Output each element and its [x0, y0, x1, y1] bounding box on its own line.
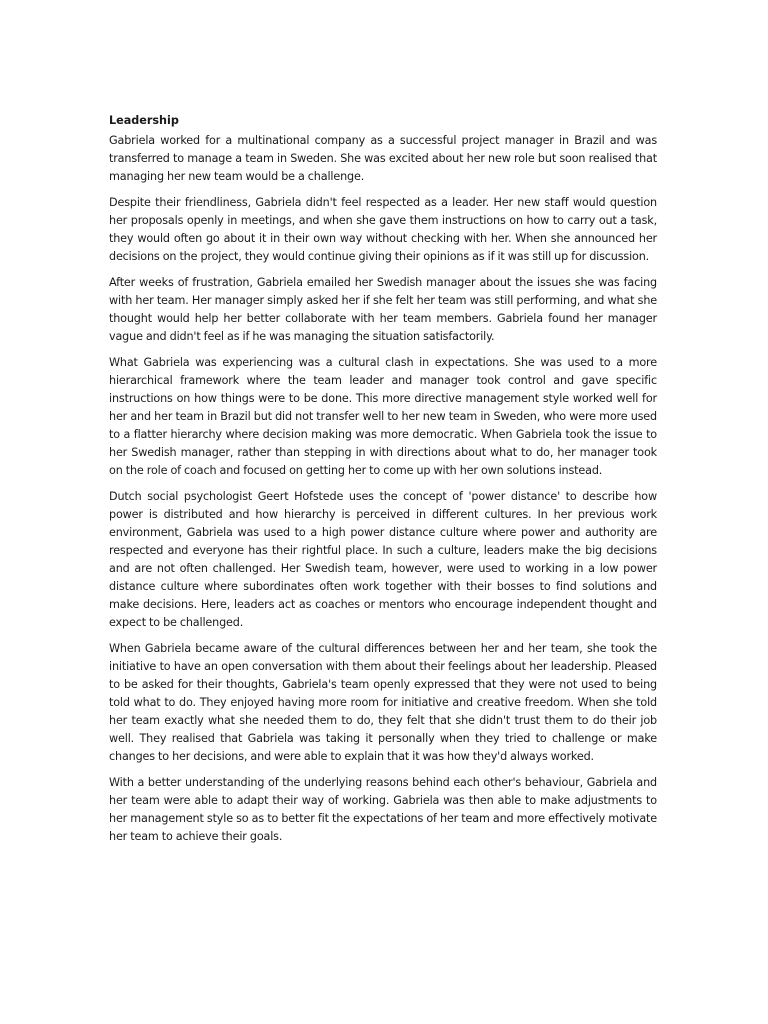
paragraph-3: After weeks of frustration, Gabriela emailed her Swedish manager about the issues she was facing with her team. Her manager simply asked her if she felt her team was still performing, and what she thought would help her better collaborate with her team members. Gabriela found her manager vague and didn't feel as if he was managing the situation satisfactorily.: [109, 276, 657, 344]
paragraph-5: Dutch social psychologist Geert Hofstede uses the concept of 'power distance' to describe how power is distributed and how hierarchy is perceived in different cultures. In her previous work environment, Gabriela was used to a high power distance culture where power and authority are respected and everyone has their rightful place. In such a culture, leaders make the big decisions and are not often challenged. Her Swedish team, however, were used to working in a low power distance culture where subordinates often work together with their bosses to find solutions and make decisions. Here, leaders act as coaches or mentors who encourage independent thought and expect to be challenged.: [109, 490, 657, 629]
paragraph-2: Despite their friendliness, Gabriela didn't feel respected as a leader. Her new staff would question her proposals openly in meetings, and when she gave them instructions on how to carry out a task, they would often go about it in their own way without checking with her. When she announced her decisions on the project, they would continue giving their opinions as if it was still up for discussion.: [109, 196, 657, 263]
document-title: Leadership: [109, 114, 179, 127]
paragraph-6: When Gabriela became aware of the cultural differences between her and her team, she took the initiative to have an open conversation with them about their feelings about her leadership. Pleased to be asked for their thoughts, Gabriela's team openly expressed that they were not used to being told what to do. They enjoyed having more room for initiative and creative freedom. When she told her team exactly what she needed them to do, they felt that she didn't trust them to do their job well. They realised that Gabriela was taking it personally when they tried to challenge or make changes to her decisions, and were able to explain that it was how they'd always worked.: [109, 642, 657, 763]
paragraph-7: With a better understanding of the underlying reasons behind each other's behaviour, Gabriela and her team were able to adapt their way of working. Gabriela was then able to make adjustments to her management style so as to better fit the expectations of her team and more effectively motivate her team to achieve their goals.: [109, 775, 657, 843]
document-page: [109, 112, 657, 854]
paragraph-4: What Gabriela was experiencing was a cultural clash in expectations. She was used to a more hierarchical framework where the team leader and manager took control and gave specific instructions on how things were to be done. This more directive management style worked well for her and her team in Brazil but did not transfer well to her new team in Sweden, who were more used to a flatter hierarchy where decision making was more democratic. When Gabriela took the issue to her Swedish manager, rather than stepping in with directions about what to do, her manager took on the role of coach and focused on getting her to come up with her own solutions instead.: [109, 356, 657, 477]
paragraph-1: Gabriela worked for a multinational company as a successful project manager in Brazil and was transferred to manage a team in Sweden. She was excited about her new role but soon realised that managing her new team would be a challenge.: [109, 134, 657, 183]
